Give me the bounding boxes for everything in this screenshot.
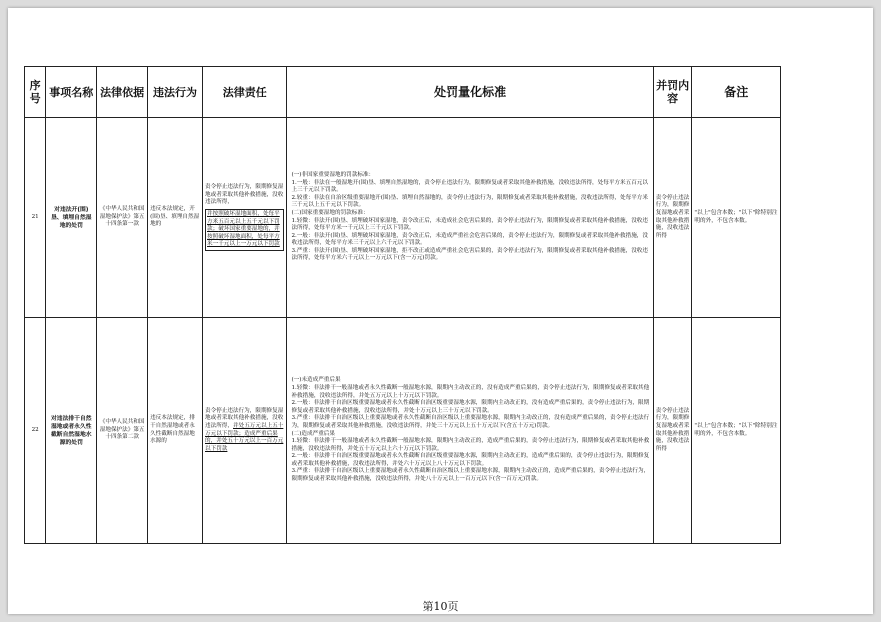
row-item: 对违法排干自然湿地或者永久性截断自然湿地水源的处罚 [46, 318, 97, 544]
standard-line: (一)非国家重要湿地的罚款标准： [291, 171, 375, 178]
table-row [25, 118, 781, 318]
row-no: 22 [25, 318, 46, 544]
standard-line: 3.严重：非法排干自治区级以上重要湿地或者永久性截断自治区级以上重要湿地水源，限期内主动改正的，没有造成严重后果的，责令停止违法行为，限期修复或者采取其他补救措施，没收违法所得，并处三十万元以上五十万元以下(含五十万元)罚款。 [291, 415, 650, 429]
standard-line: 2.较重：非法在自治区级重要湿地开(围)垦、填埋自然湿地的，责令停止违法行为，限期修复或者采取其他补救措施，没收违法所得，处每平方米三千元以上五千元以下罚款。 [291, 194, 648, 209]
document-page [8, 8, 873, 614]
header-liability: 法律责任 [203, 67, 287, 118]
row-liability [203, 318, 287, 544]
header-act: 违法行为 [148, 67, 203, 118]
row-combined: 责令停止违法行为，限期修复湿地或者采取其他补救措施，没收违法所得 [653, 118, 692, 318]
row-act: 违反本法规定，排干自然湿地或者永久性截断自然湿地水源的 [148, 318, 203, 544]
liability-underlined: 并按照破坏湿地面积，处每平方米五百元以上五千元以下罚款；破坏国家重要湿地的，并按照破坏湿地面积，处每平方米一千元以上一万元以下罚款 [205, 209, 284, 251]
row-item: 对违法开(围)垦、填埋自然湿地的处罚 [46, 118, 97, 318]
row-liability [203, 118, 287, 318]
header-basis: 法律依据 [97, 67, 148, 118]
table-header-row [25, 67, 781, 118]
row-remark: "以上"包含本数；"以下"除特别注明的外，不包含本数。 [692, 118, 781, 318]
row-combined: 责令停止违法行为，限期修复湿地或者采取其他补救措施，没收违法所得 [653, 318, 692, 544]
header-no: 序号 [25, 67, 46, 118]
header-item: 事项名称 [46, 67, 97, 118]
row-basis: 《中华人民共和国湿地保护法》第五十四条第二款 [97, 318, 148, 544]
standard-line: 1.轻微：非法排干一般湿地或者永久性截断一般湿地水源，限期内主动改正的，造成严重后果的，责令停止违法行为，限期修复或者采取其他补救措施，没收违法所得，并处五十万元以上六十万元以下罚款。 [291, 438, 650, 452]
standard-line: 3.严重：非法排干自治区级以上重要湿地或者永久性截断自治区级以上重要湿地水源，限期内主动改正的，造成严重后果的，责令停止违法行为，限期修复或者采取其他补救措施，没收违法所得，并处八十万元以上一百万元以下(含一百万元)罚款。 [291, 468, 650, 483]
liability-text: 责令停止违法行为，限期修复湿地或者采取其他补救措施，没收违法所得， [205, 184, 284, 206]
liability-underlined: 并处五万元以上五十万元以下罚款；造成严重后果的，并处五十万元以上一百万元以下罚款 [205, 422, 284, 452]
standard-line: 1.轻微：非法排干一般湿地或者永久性截断一般湿地水源，限期内主动改正的，没有造成严重后果的，责令停止违法行为，限期修复或者采取其他补救措施，没收违法所得，并处五万元以上十万元以下罚款。 [291, 384, 650, 399]
page-number: 第10页 [422, 600, 459, 613]
standard-line: (一)未造成严重后果 [291, 377, 341, 384]
standard-line: 1.一般：非法在一般湿地开(围)垦、填埋自然湿地的，责令停止违法行为，限期修复或者采取其他补救措施，没收违法所得，处每平方米五百元以上三千元以下罚款。 [291, 179, 648, 194]
row-standard [287, 318, 653, 544]
table-row [25, 318, 781, 544]
liability-text: 责令停止违法行为，限期修复湿地或者采取其他补救措施，没收违法所得， [205, 407, 284, 429]
penalty-table [24, 66, 781, 544]
standard-line: 1.轻微：非法开(围)垦、填埋破坏国家湿地，责令改正后，未造成社会危害后果的，责令停止违法行为，限期修复或者采取其他补救措施，没收违法所得，处每平方米一千元以上三千元以下罚款。 [291, 217, 648, 232]
standard-line: (二)造成严重后果 [291, 430, 335, 437]
header-standard: 处罚量化标准 [287, 67, 653, 118]
row-remark: "以上"包含本数；"以下"除特别注明的外，不包含本数。 [692, 318, 781, 544]
standard-line: (二)国家重要湿地的罚款标准： [291, 209, 369, 216]
standard-line: 2.一般：非法开(围)垦、填埋破坏国家湿地，责令改正后，未造成严重社会危害后果的，责令停止违法行为，限期修复或者采取其他补救措施，没收违法所得，处每平方米三千元以上六千元以下罚款。 [291, 232, 648, 247]
standard-line: 2.一般：非法排干自治区级重要湿地或者永久性截断自治区级重要湿地水源，限期内主动改正的，没有造成严重后果的，责令停止违法行为，限期修复或者采取其他补救措施，没收违法所得，并处十万元以上三十万元以下罚款。 [291, 400, 650, 414]
row-no: 21 [25, 118, 46, 318]
header-combined: 并罚内容 [653, 67, 692, 118]
row-act: 违反本法规定，开(围)垦、填埋自然湿地的 [148, 118, 203, 318]
header-remark: 备注 [692, 67, 781, 118]
standard-line: 2.一般：非法排干自治区级重要湿地或者永久性截断自治区级重要湿地水源，限期内主动改正的，造成严重后果的，责令停止违法行为，限期修复或者采取其他补救措施，没收违法所得，并处六十万元以上八十万元以下罚款。 [291, 453, 650, 467]
standard-line: 3.严重：非法开(围)垦、填埋破坏国家湿地，拒不改正或造成严重社会危害后果的，责令停止违法行为，限期修复或者采取其他补救措施，没收违法所得，处每平方米六千元以上一万元以下(含一万元)罚款。 [291, 247, 648, 262]
row-basis: 《中华人民共和国湿地保护法》第五十四条第一款 [97, 118, 148, 318]
row-standard [287, 118, 653, 318]
